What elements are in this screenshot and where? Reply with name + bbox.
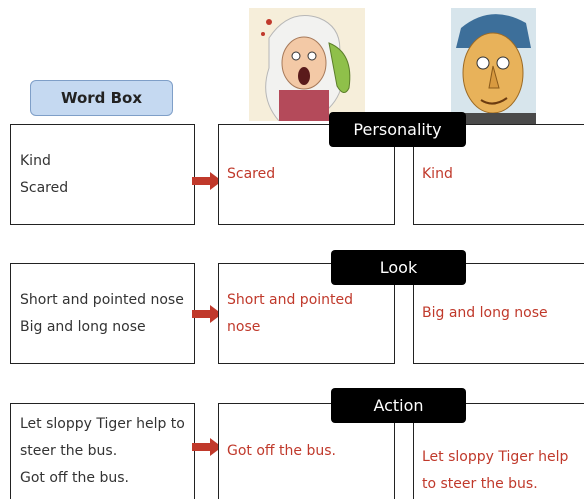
character-illustration-scared (249, 8, 365, 121)
answer-line: Let sloppy Tiger help (422, 449, 569, 465)
section-label-personality (329, 112, 466, 147)
answer-line: Big and long nose (422, 305, 548, 321)
answer-line: Short and pointed (227, 291, 354, 308)
section-label-look (331, 250, 466, 285)
word-box-look (10, 263, 195, 364)
word-box-personality (10, 124, 195, 225)
word-line: steer the bus. (20, 443, 118, 459)
answer-line: nose (227, 318, 261, 335)
character-illustration-tiger (451, 8, 536, 128)
section-label-text: Look (379, 258, 418, 277)
answer-line: Scared (227, 166, 276, 182)
answer-line: Kind (422, 166, 453, 182)
word-line: Scared (20, 179, 69, 196)
section-label-action (331, 388, 466, 423)
word-line: Big and long nose (20, 318, 146, 335)
word-line: Kind (20, 152, 51, 169)
answer-line: to steer the bus. (422, 476, 538, 492)
word-line: Short and pointed nose (20, 291, 184, 308)
word-box-action (10, 403, 195, 499)
answer-line: Got off the bus. (227, 443, 336, 459)
section-label-text: Personality (353, 120, 442, 139)
word-box-title (30, 80, 173, 116)
word-line: Let sloppy Tiger help to (20, 416, 185, 432)
word-line: Got off the bus. (20, 470, 129, 486)
section-label-text: Action (373, 396, 424, 415)
word-box-title-text: Word Box (60, 89, 143, 107)
